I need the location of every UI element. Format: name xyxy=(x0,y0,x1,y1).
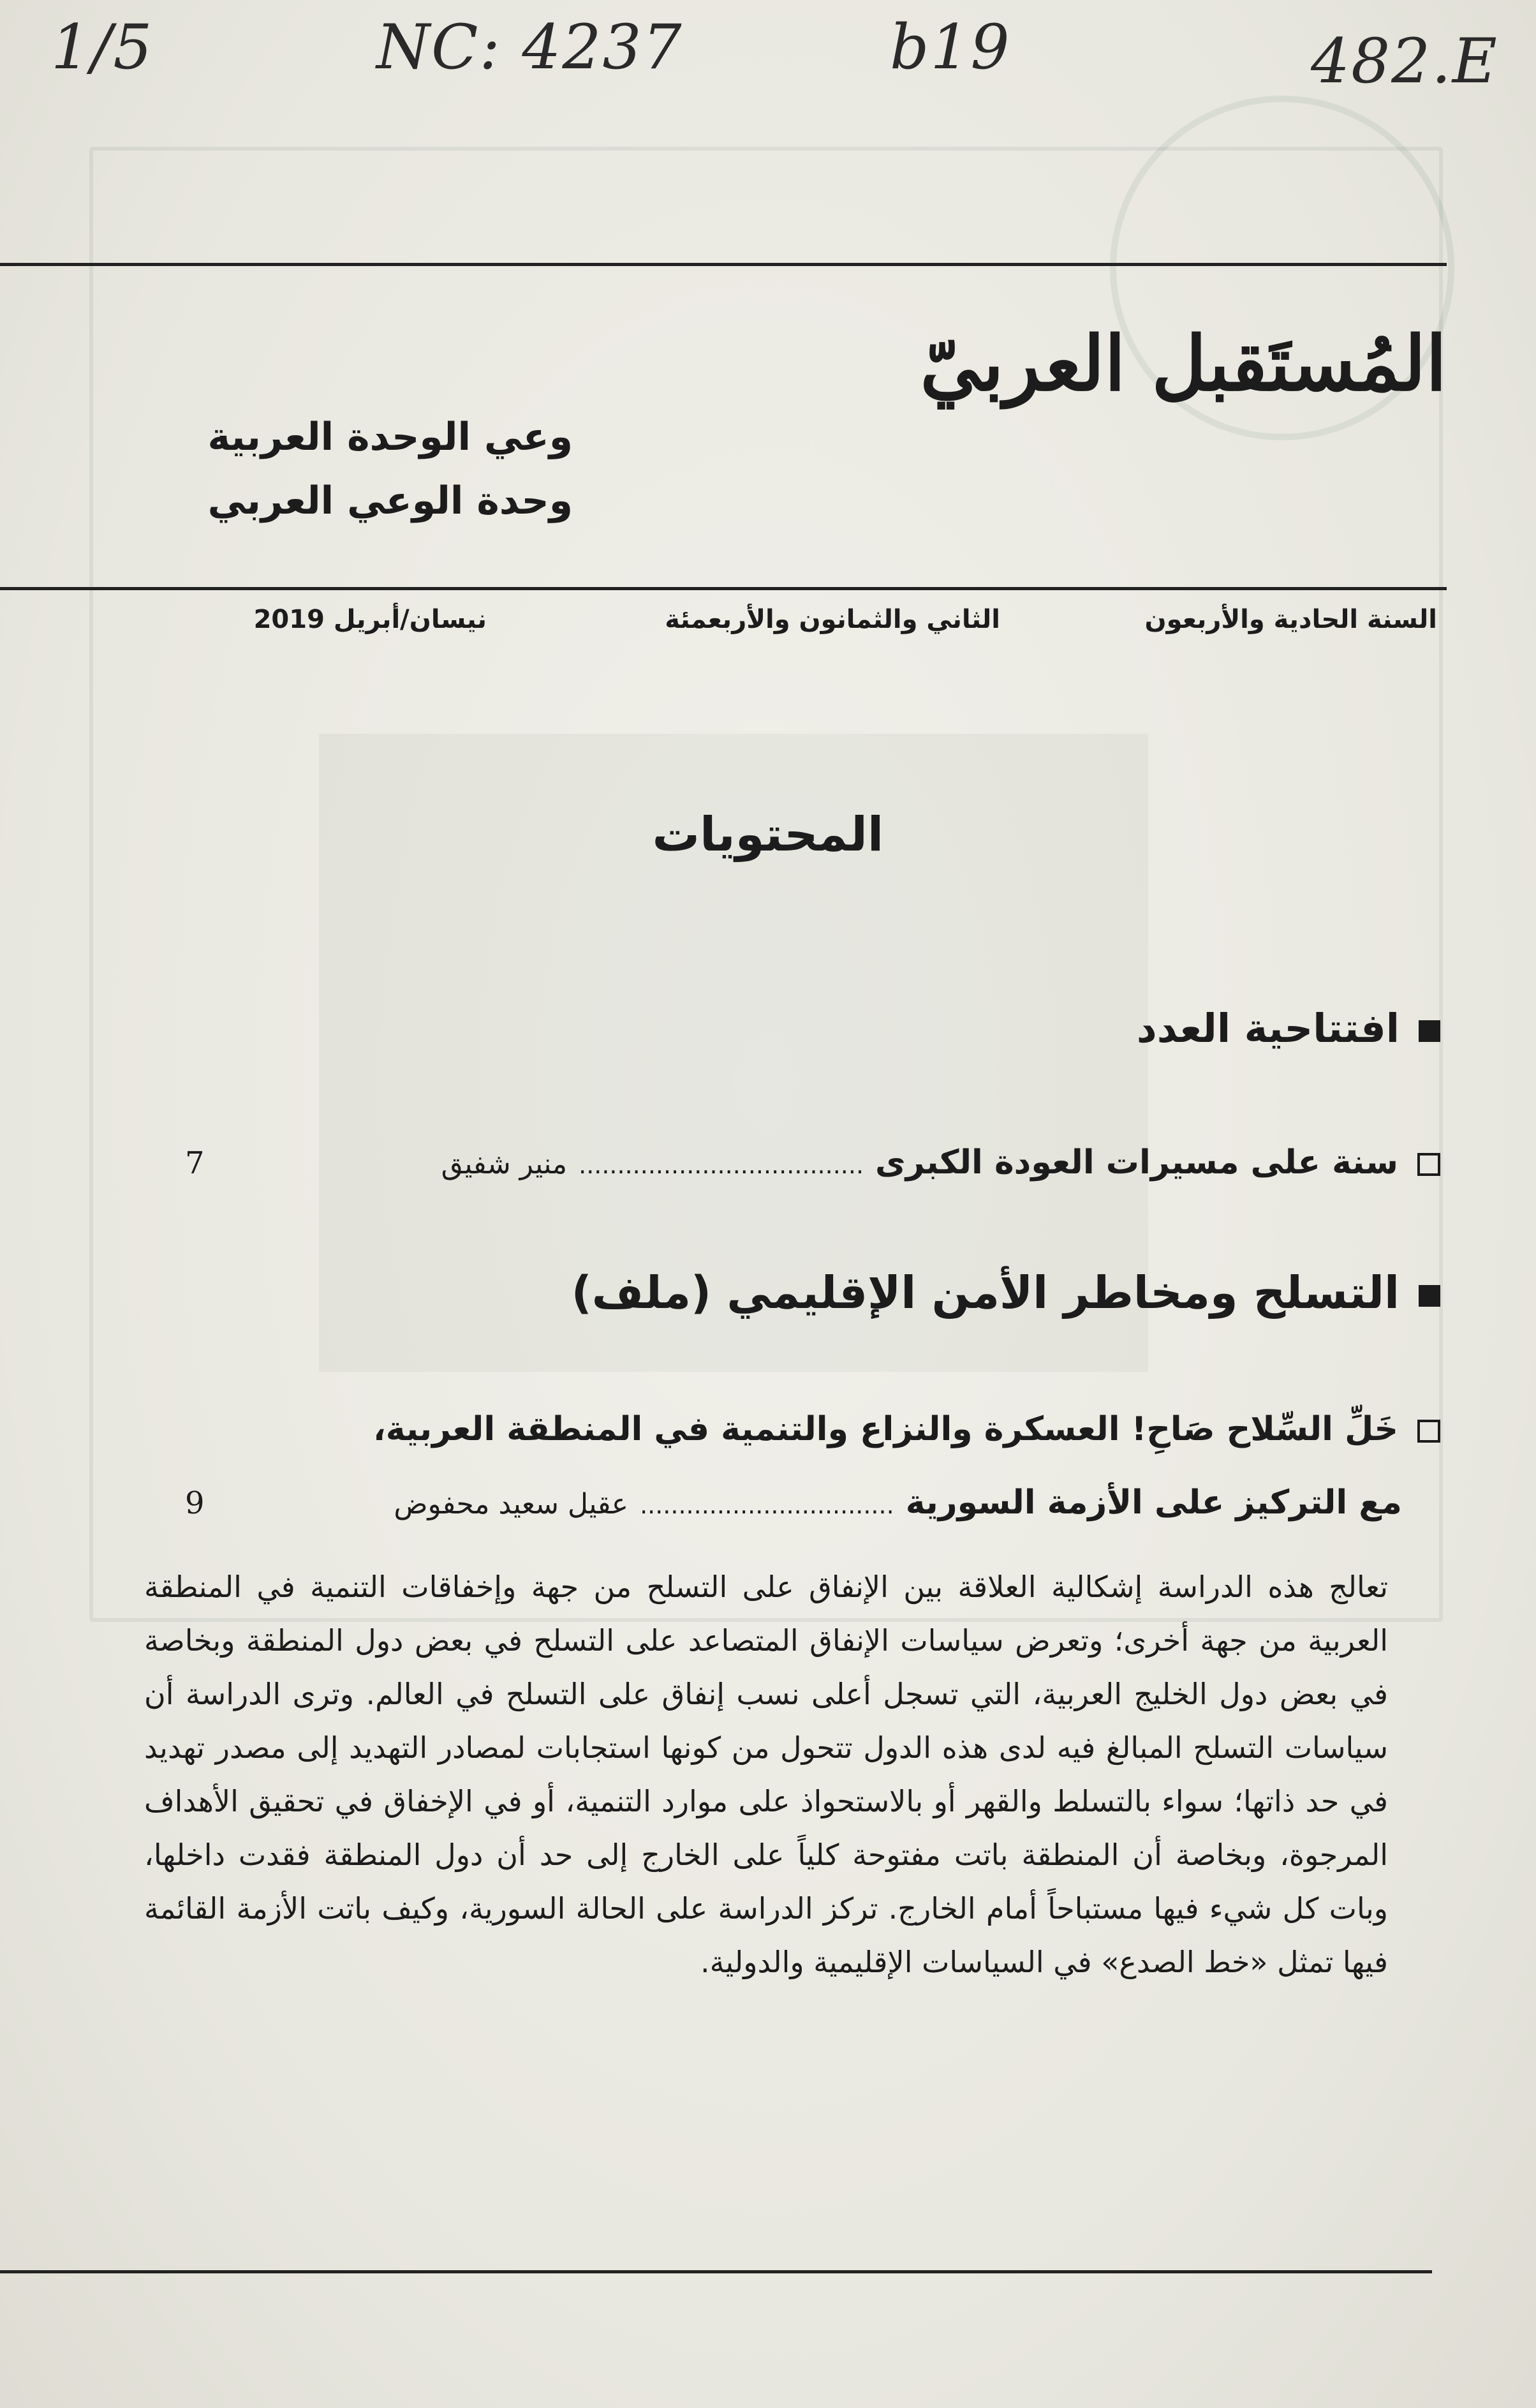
section-heading-dossier: التسلح ومخاطر الأمن الإقليمي (ملف) xyxy=(572,1267,1440,1319)
filled-square-bullet-icon xyxy=(1419,1020,1440,1042)
toc-entry-author: عقيل سعيد محفوض xyxy=(394,1488,629,1520)
toc-entry-title-line-2: مع التركيز على الأزمة السورية xyxy=(905,1483,1402,1522)
toc-entry-page-number: 7 xyxy=(185,1145,205,1181)
handwritten-note-shelfmark: 482.E xyxy=(1311,26,1498,97)
issue-date: نيسان/أبريل 2019 xyxy=(253,605,487,634)
contents-heading: المحتويات xyxy=(652,807,884,862)
handwritten-note-nc-number: NC: 4237 xyxy=(376,11,683,83)
open-square-bullet-icon xyxy=(1417,1420,1440,1443)
handwritten-note-code: b19 xyxy=(890,11,1011,83)
issue-theme-line-1: وعي الوحدة العربية xyxy=(207,415,573,459)
toc-leader-dots: ..................................... xyxy=(579,1151,864,1179)
meta-divider xyxy=(0,587,1447,590)
filled-square-bullet-icon xyxy=(1419,1285,1440,1307)
journal-title: المُستَقبل العربيّ xyxy=(920,319,1447,408)
toc-entry-author: منير شفيق xyxy=(441,1148,568,1180)
bottom-divider xyxy=(0,2270,1432,2273)
toc-entry[interactable] xyxy=(172,1143,1440,1182)
toc-entry-title: سنة على مسيرات العودة الكبرى xyxy=(875,1143,1398,1182)
issue-year: السنة الحادية والأربعون xyxy=(1144,605,1437,634)
toc-entry-title-line-1: خَلِّ السِّلاح صَاحِ! العسكرة والنزاع والتنمية في المنطقة العربية، xyxy=(373,1410,1398,1448)
toc-leader-dots: ................................. xyxy=(640,1491,894,1519)
toc-entry-continuation[interactable] xyxy=(172,1483,1440,1522)
top-divider xyxy=(0,263,1447,266)
article-abstract: تعالج هذه الدراسة إشكالية العلاقة بين الإنفاق على التسلح من جهة وإخفاقات التنمية في المنطقة العربية من جهة أخرى؛ وتعرض سياسات الإنفاق المتصاعد على التسلح في بعض دول المنطقة وبخاصة في بعض دول الخليج العربية، التي تسجل أعلى نسب إنفاق على التسلح في العالم. وترى الدراسة أن سياسات التسلح المبالغ فيه لدى هذه الدول تتحول من كونها استجابات لمصادر التهديد إلى مصدر تهديد في حد ذاتها؛ سواء بالتسلط والقهر أو بالاستحواذ على موارد التنمية، أو في الإخفاق في تحقيق الأهداف المرجوة، وبخاصة أن المنطقة باتت مفتوحة كلياً على الخارج إلى حد أن دول المنطقة فقدت داخلها، وبات كل شيء فيها مستباحاً أمام الخارج. تركز الدراسة على الحالة السورية، وكيف باتت الأزمة القائمة فيها تمثل «خط الصدع» في السياسات الإقليمية والدولية. xyxy=(144,1570,1388,1979)
issue-theme-line-2: وحدة الوعي العربي xyxy=(207,479,573,523)
handwritten-note-fraction: 1/5 xyxy=(51,11,154,83)
toc-entry[interactable] xyxy=(172,1410,1440,1448)
issue-number: الثاني والثمانون والأربعمئة xyxy=(665,605,1000,634)
section-heading-editorial: افتتاحية العدد xyxy=(1137,1005,1440,1052)
open-square-bullet-icon xyxy=(1417,1153,1440,1176)
toc-entry-page-number: 9 xyxy=(185,1485,205,1521)
